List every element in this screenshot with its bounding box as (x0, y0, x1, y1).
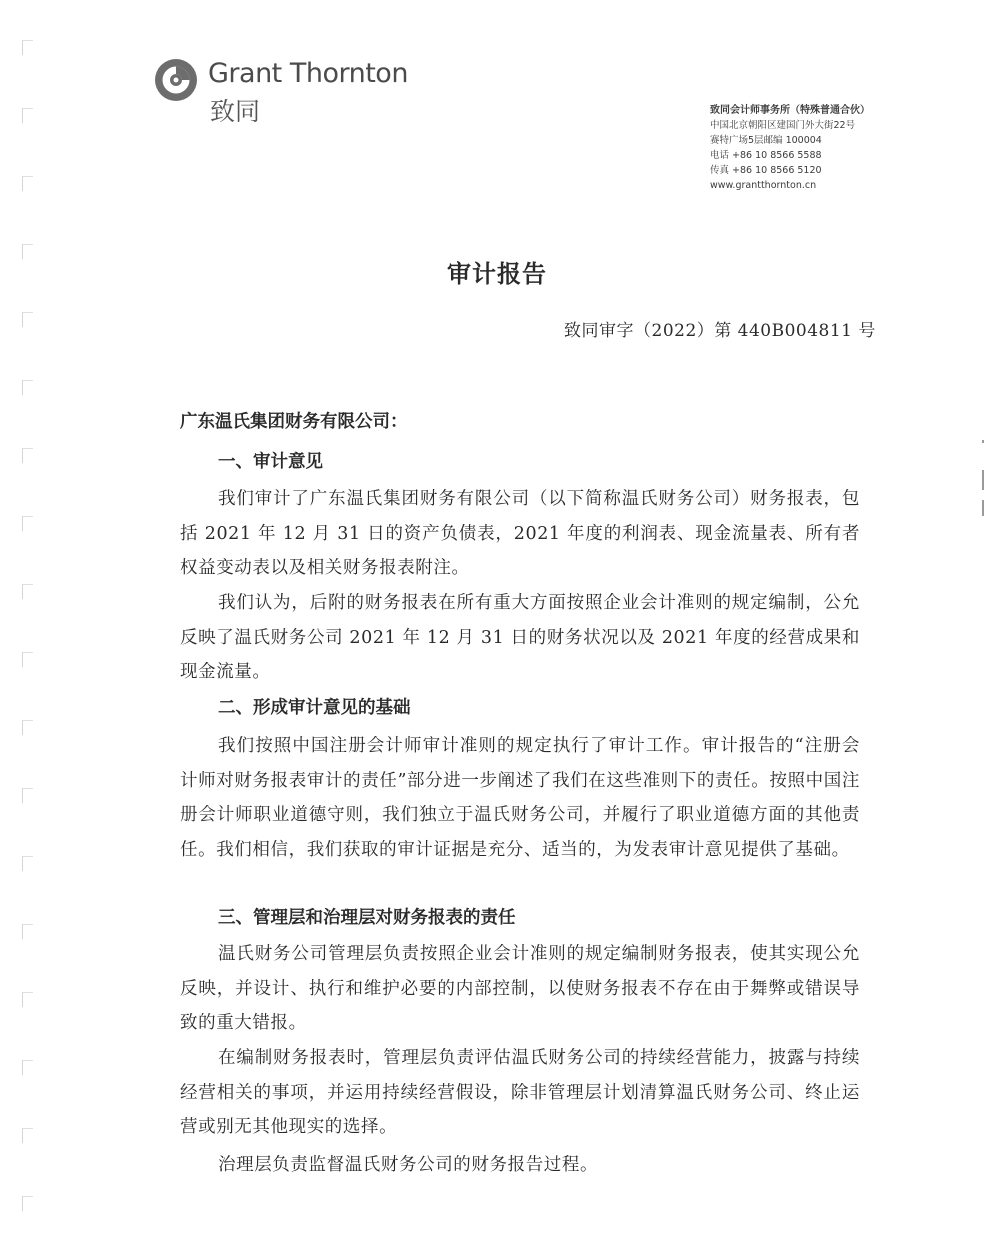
binding-mark (22, 1196, 33, 1211)
firm-phone: 电话 +86 10 8566 5588 (710, 150, 822, 161)
binding-mark (22, 584, 33, 599)
grant-thornton-logo (154, 54, 414, 124)
paragraph: 我们按照中国注册会计师审计准则的规定执行了审计工作。审计报告的“注册会计师对财务报表审计的责任”部分进一步阐述了我们在这些准则下的责任。按照中国注册会计师职业道德守则，我们独立于温氏财务公司，并履行了职业道德方面的其他责任。我们相信，我们获取的审计证据是充分、适当的，为发表审计意见提供了基础。 (180, 736, 860, 860)
binding-mark (22, 652, 33, 667)
logo-name-cn: 致同 (210, 97, 261, 126)
binding-mark (22, 176, 33, 191)
logo-name: Grant Thornton (208, 58, 408, 89)
scan-speck (982, 470, 984, 490)
binding-mark (22, 380, 33, 395)
firm-website: www.grantthornton.cn (710, 180, 817, 191)
firm-fax: 传真 +86 10 8566 5120 (710, 165, 822, 176)
binding-mark (22, 788, 33, 803)
paragraph: 在编制财务报表时，管理层负责评估温氏财务公司的持续经营能力，披露与持续经营相关的事项，并运用持续经营假设，除非管理层计划清算温氏财务公司、终止运营或别无其他现实的选择。 (180, 1048, 860, 1137)
report-reference: 致同审字（2022）第 440B004811 号 (564, 321, 876, 341)
binding-mark (22, 856, 33, 871)
paragraph: 我们审计了广东温氏集团财务有限公司（以下简称温氏财务公司）财务报表，包括 2021 年 12 月 31 日的资产负债表，2021 年度的利润表、现金流量表、所有者权益变动表以及相关财务报表附注。 (180, 489, 860, 578)
paragraph: 我们认为，后附的财务报表在所有重大方面按照企业会计准则的规定编制，公允反映了温氏财务公司 2021 年 12 月 31 日的财务状况以及 2021 年度的经营成果和现金流量。 (180, 593, 860, 682)
binding-mark (22, 108, 33, 123)
firm-address-line2: 赛特广场5层邮编 100004 (710, 135, 822, 146)
binding-mark (22, 448, 33, 463)
binding-mark (22, 516, 33, 531)
grant-thornton-logo-icon (154, 58, 198, 102)
binding-mark (22, 312, 33, 327)
paragraph: 温氏财务公司管理层负责按照企业会计准则的规定编制财务报表，使其实现公允反映，并设计、执行和维护必要的内部控制，以使财务报表不存在由于舞弊或错误导致的重大错报。 (180, 944, 860, 1033)
binding-mark (22, 992, 33, 1007)
report-title: 审计报告 (447, 260, 547, 288)
firm-address-block (710, 103, 870, 193)
paragraph: 治理层负责监督温氏财务公司的财务报告过程。 (218, 1155, 599, 1175)
section-heading-management-responsibility: 三、管理层和治理层对财务报表的责任 (218, 908, 516, 928)
addressee: 广东温氏集团财务有限公司： (180, 412, 408, 432)
section-heading-basis-for-opinion: 二、形成审计意见的基础 (218, 698, 411, 718)
binding-mark (22, 1060, 33, 1075)
binding-mark (22, 924, 33, 939)
firm-address-line1: 中国北京朝阳区建国门外大街22号 (710, 120, 856, 131)
firm-name: 致同会计师事务所（特殊普通合伙） (710, 105, 870, 116)
scan-speck (982, 500, 984, 516)
binding-mark (22, 720, 33, 735)
section-heading-audit-opinion: 一、审计意见 (218, 452, 323, 472)
scan-speck (982, 440, 984, 443)
binding-mark (22, 1128, 33, 1143)
binding-mark (22, 40, 33, 55)
